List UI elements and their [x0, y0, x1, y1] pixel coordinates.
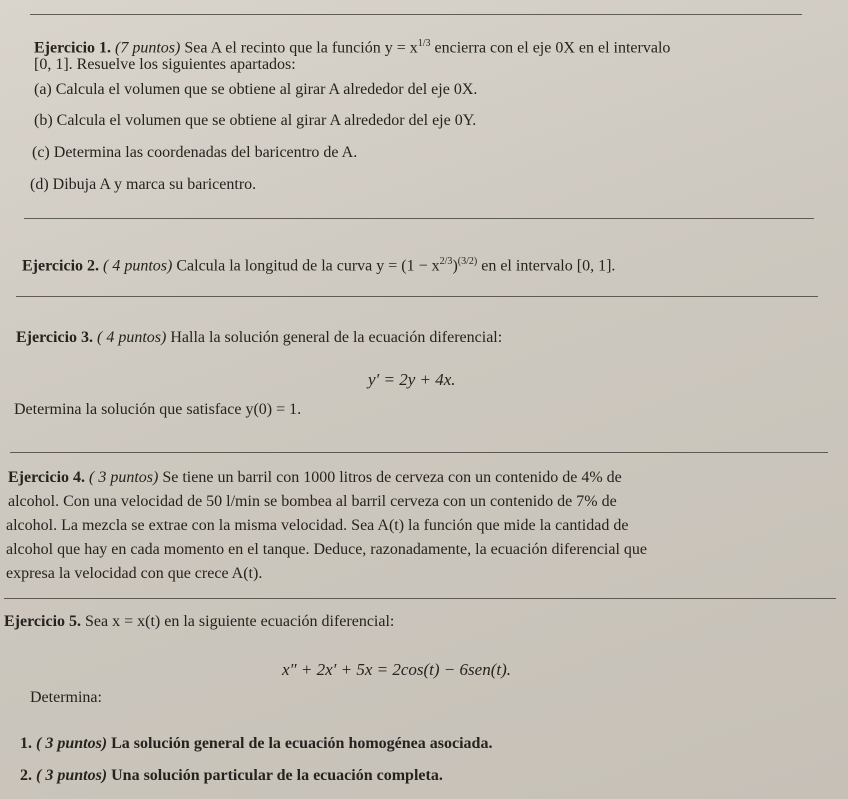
ex1-title: Ejercicio 1.: [34, 39, 112, 57]
ex1-item-a: (a) Calcula el volumen que se obtiene al girar A alrededor del eje 0X.: [34, 81, 478, 98]
ex5-item-2-points: ( 3 puntos): [36, 767, 108, 784]
ex1-intro-b: encierra con el eje 0X en el intervalo: [430, 39, 671, 57]
ex3-condition: Determina la solución que satisface y(0) = 1.: [14, 401, 302, 418]
ex4-text-1: Se tiene un barril con 1000 litros de cerveza con un contenido de 4% de: [162, 469, 622, 486]
ex1-intro-exp: 1/3: [417, 38, 431, 49]
divider-top: [30, 14, 802, 15]
ex4-line-4: alcohol que hay en cada momento en el tanque. Deduce, razonadamente, la ecuación diferencial que: [6, 541, 648, 558]
ex1-item-c: (c) Determina las coordenadas del baricentro de A.: [32, 144, 358, 161]
ex2-exp1: 2/3: [439, 256, 453, 267]
ex5-item-1-num: 1.: [20, 735, 32, 752]
ex5-text: Sea x = x(t) en la siguiente ecuación diferencial:: [85, 613, 395, 630]
ex5-determina: Determina:: [30, 689, 102, 706]
ex5-equation: x″ + 2x′ + 5x = 2cos(t) − 6sen(t).: [282, 660, 511, 679]
ex2-text-c: en el intervalo [0, 1].: [477, 257, 616, 275]
ex4-line-3: alcohol. La mezcla se extrae con la misma velocidad. Sea A(t) la función que mide la cantidad de: [6, 517, 629, 534]
ex3-text: Halla la solución general de la ecuación diferencial:: [170, 329, 503, 346]
ex5-item-2-num: 2.: [20, 767, 32, 784]
ex2-text-a: Calcula la longitud de la curva y = (1 − x: [176, 257, 440, 275]
ex5-line: [4, 612, 394, 632]
ex1-item-d: (d) Dibuja A y marca su baricentro.: [30, 176, 257, 193]
divider-1: [24, 218, 814, 219]
ex1-intro-line2: [0, 1]. Resuelve los siguientes apartados:: [34, 56, 296, 73]
ex2-text-b: ): [452, 257, 458, 275]
ex1-item-b: (b) Calcula el volumen que se obtiene al girar A alrededor del eje 0Y.: [34, 112, 477, 129]
ex3-points: ( 4 puntos): [97, 329, 167, 346]
ex5-item-2-text: Una solución particular de la ecuación completa.: [111, 767, 443, 784]
ex4-line-1: [8, 468, 622, 488]
ex4-line-2: alcohol. Con una velocidad de 50 l/min se bombea al barril cerveza con un contenido de 7% de: [8, 493, 617, 510]
ex1-intro-a: Sea A el recinto que la función y = x: [184, 39, 418, 57]
ex5-item-2: [20, 766, 443, 786]
ex2-points: ( 4 puntos): [103, 257, 173, 275]
ex4-points: ( 3 puntos): [89, 469, 159, 486]
divider-2: [16, 296, 818, 297]
ex3-line: [16, 328, 502, 348]
ex2-title: Ejercicio 2.: [22, 257, 100, 275]
ex4-line-5: expresa la velocidad con que crece A(t).: [6, 565, 263, 582]
ex3-title: Ejercicio 3.: [16, 329, 94, 346]
ex2-line: [22, 252, 615, 276]
ex5-title: Ejercicio 5.: [4, 613, 82, 630]
ex3-equation: y′ = 2y + 4x.: [368, 370, 456, 389]
divider-3: [10, 452, 828, 453]
ex1-points: (7 puntos): [115, 39, 181, 57]
ex4-title: Ejercicio 4.: [8, 469, 86, 486]
ex5-item-1-text: La solución general de la ecuación homogénea asociada.: [111, 735, 493, 752]
divider-4: [4, 598, 836, 599]
ex2-exp2: (3/2): [457, 256, 478, 267]
ex5-item-1-points: ( 3 puntos): [36, 735, 108, 752]
ex5-item-1: [20, 734, 492, 754]
